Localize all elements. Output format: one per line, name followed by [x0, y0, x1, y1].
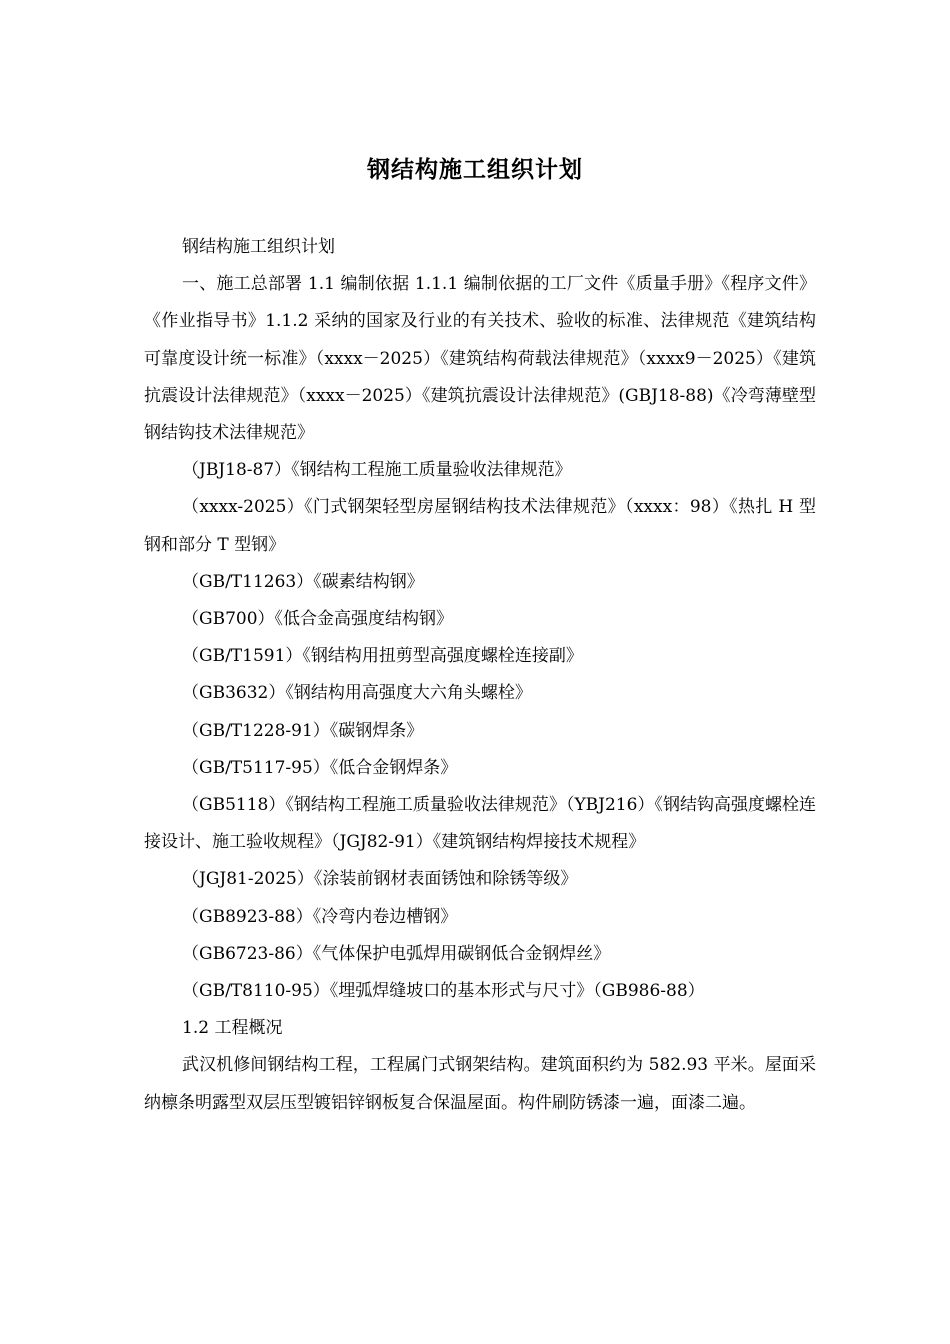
body-paragraph-standard: （GB3632）《钢结构用高强度大六角头螺栓》 [182, 683, 532, 704]
body-paragraph-standard: （GB/T5117-95）《低合金钢焊条》 [182, 757, 458, 778]
body-paragraph-standard: （xxxx-2025）《门式钢架轻型房屋钢结构技术法律规范》（xxxx：98）《热扎 H 型钢和部分 T 型钢》 [144, 497, 816, 555]
document-body [144, 229, 816, 1122]
body-paragraph-standard: （GB8923-88）《冷弯内卷边槽钢》 [182, 906, 458, 927]
body-paragraph-standard: （GB/T11263）《碳素结构钢》 [182, 571, 424, 592]
body-paragraph-standard: （GB5118）《钢结构工程施工质量验收法律规范》（YBJ216）《钢结钩高强度螺栓连接设计、施工验收规程》（JGJ82-91）《建筑钢结构焊接技术规程》 [144, 795, 816, 853]
body-paragraph-subtitle: 钢结构施工组织计划 [182, 237, 335, 257]
body-paragraph-standard: （GB/T1591）《钢结构用扭剪型高强度螺栓连接副》 [182, 646, 583, 667]
body-paragraph-overview: 武汉机修间钢结构工程，工程属门式钢架结构。建筑面积约为 582.93 平米。屋面采纳檩条明露型双层压型镀铝锌钢板复合保温屋面。构件刷防锈漆一遍，面漆二遍。 [144, 1055, 816, 1113]
body-paragraph-standard: （JGJ81-2025）《涂装前钢材表面锈蚀和除锈等级》 [182, 869, 578, 890]
body-paragraph-standard: （GB700）《低合金高强度结构钢》 [182, 609, 454, 630]
body-paragraph-standard: （GB/T8110-95）《埋弧焊缝坡口的基本形式与尺寸》（GB986-88） [182, 981, 705, 1002]
body-paragraph-basis: 一、施工总部署 1.1 编制依据 1.1.1 编制依据的工厂文件《质量手册》《程序文件》《作业指导书》1.1.2 采纳的国家及行业的有关技术、验收的标准、法律规范《建筑结构可靠度设计统一标准》（xxxx－2025）《建筑结构荷载法律规范》（xxxx9－2025）《建筑抗震设计法律规范》（xxxx－2025）《建筑抗震设计法律规范》(GBJ18-88)《冷弯薄壁型钢结钩技术法律规范》 [144, 274, 816, 444]
document-title: 钢结构施工组织计划 [367, 156, 583, 183]
body-paragraph-standard: （GB6723-86）《气体保护电弧焊用碳钢低合金钢焊丝》 [182, 943, 611, 964]
body-paragraph-standard: （GB/T1228-91）《碳钢焊条》 [182, 720, 424, 741]
body-paragraph-standard: （JBJ18-87）《钢结构工程施工质量验收法律规范》 [182, 460, 572, 481]
section-heading-overview: 1.2 工程概况 [182, 1018, 283, 1039]
